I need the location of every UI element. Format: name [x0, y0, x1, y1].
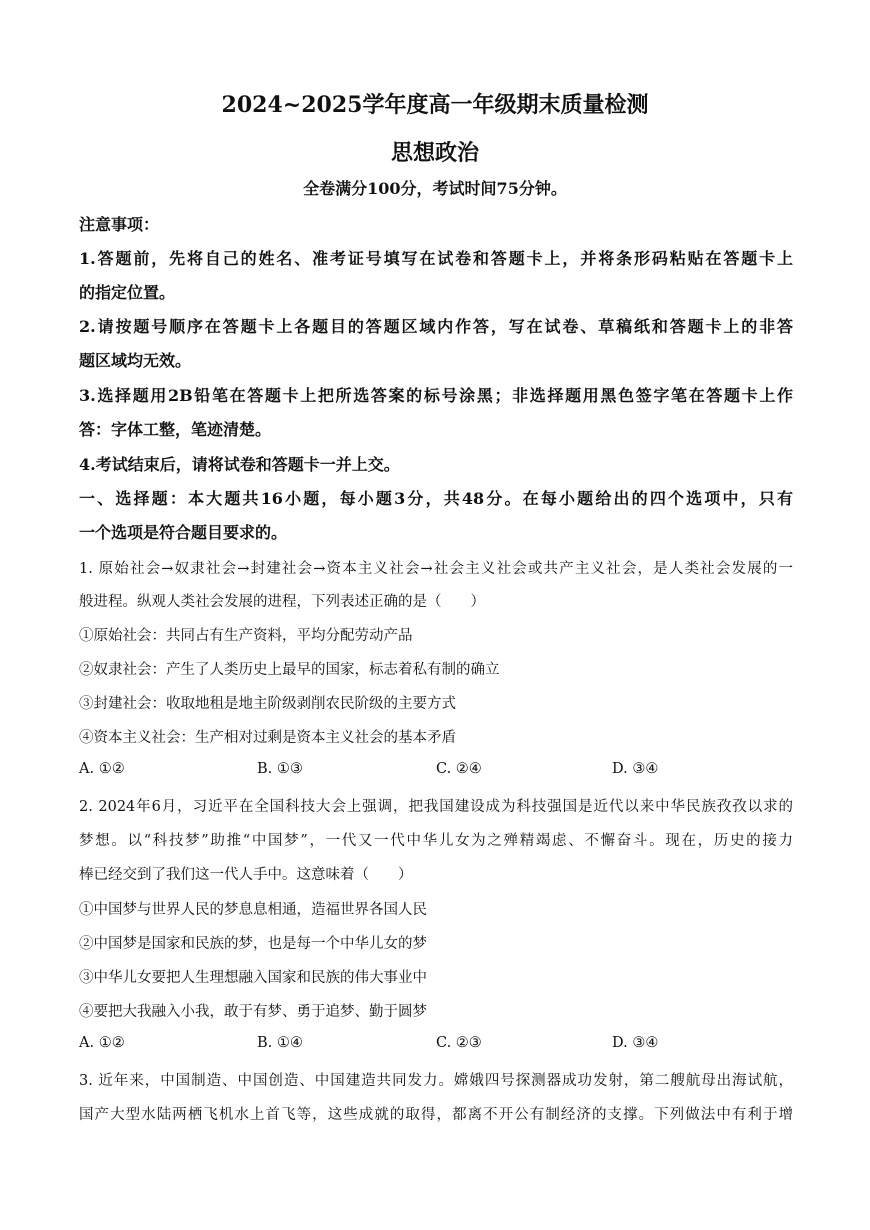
question-3-stem: 国产大型水陆两栖飞机水上首飞等，这些成就的取得，都离不开公有制经济的支撑。下列做法中有利于增 — [79, 1107, 793, 1123]
option-a: A. ①② — [79, 1035, 125, 1051]
option-c: C. ②④ — [436, 761, 482, 777]
section-heading: 一、选择题：本大题共16小题，每小题3分，共48分。在每小题给出的四个选项中，只有 — [79, 489, 793, 508]
notice-line: 答：字体工整，笔迹清楚。 — [79, 420, 272, 439]
option-d: D. ③④ — [612, 761, 659, 777]
question-2-statement: ③中华儿女要把人生理想融入国家和民族的伟大事业中 — [79, 970, 427, 986]
question-2-stem: 2. 2024年6月，习近平在全国科技大会上强调，把我国建设成为科技强国是近代以来中华民族孜孜以求的 — [79, 799, 793, 815]
exam-title: 2024~2025学年度高一年级期末质量检测 — [221, 92, 649, 118]
notice-line: 的指定位置。 — [79, 283, 176, 302]
notice-line: 1.答题前，先将自己的姓名、准考证号填写在试卷和答题卡上，并将条形码粘贴在答题卡上 — [79, 249, 793, 268]
notice-line: 2.请按题号顺序在答题卡上各题目的答题区域内作答，写在试卷、草稿纸和答题卡上的非答 — [79, 317, 793, 336]
question-2-statement: ④要把大我融入小我，敢于有梦、勇于追梦、勤于圆梦 — [79, 1004, 427, 1020]
notice-line: 题区域均无效。 — [79, 351, 192, 370]
question-2-statement: ①中国梦与世界人民的梦息息相通，造福世界各国人民 — [79, 902, 427, 918]
option-c: C. ②③ — [436, 1035, 482, 1051]
option-b: B. ①③ — [257, 761, 303, 777]
notice-line: 4.考试结束后，请将试卷和答题卡一并上交。 — [79, 455, 400, 474]
subject-title: 思想政治 — [390, 140, 479, 166]
question-1-statement: ②奴隶社会：产生了人类历史上最早的国家，标志着私有制的确立 — [79, 662, 500, 678]
question-1-statement: ①原始社会：共同占有生产资料，平均分配劳动产品 — [79, 628, 413, 644]
question-2-stem: 棒已经交到了我们这一代人手中。这意味着（ ） — [79, 867, 413, 883]
question-1-stem: 1. 原始社会→奴隶社会→封建社会→资本主义社会→社会主义社会或共产主义社会，是人类社会发展的一 — [79, 561, 793, 577]
question-1-statement: ③封建社会：收取地租是地主阶级剥削农民阶级的主要方式 — [79, 696, 456, 712]
option-a: A. ①② — [79, 761, 125, 777]
question-1-statement: ④资本主义社会：生产相对过剩是资本主义社会的基本矛盾 — [79, 730, 456, 746]
section-heading: 一个选项是符合题目要求的。 — [79, 523, 288, 542]
question-1-stem: 般进程。纵观人类社会发展的进程，下列表述正确的是（ ） — [79, 594, 485, 610]
notice-heading: 注意事项： — [79, 215, 160, 234]
notice-line: 3.选择题用2B铅笔在答题卡上把所选答案的标号涂黑；非选择题用黑色签字笔在答题卡上作 — [79, 386, 793, 405]
question-2-stem: 梦想。以“科技梦”助推“中国梦”，一代又一代中华儿女为之殚精竭虑、不懈奋斗。现在，历史的接力 — [79, 833, 793, 849]
question-2-statement: ②中国梦是国家和民族的梦，也是每一个中华儿女的梦 — [79, 936, 427, 952]
option-d: D. ③④ — [612, 1035, 659, 1051]
exam-info: 全卷满分100分，考试时间75分钟。 — [303, 179, 567, 198]
option-b: B. ①④ — [257, 1035, 303, 1051]
question-3-stem: 3. 近年来，中国制造、中国创造、中国建造共同发力。嫦娥四号探测器成功发射，第二艘航母出海试航， — [79, 1073, 793, 1089]
